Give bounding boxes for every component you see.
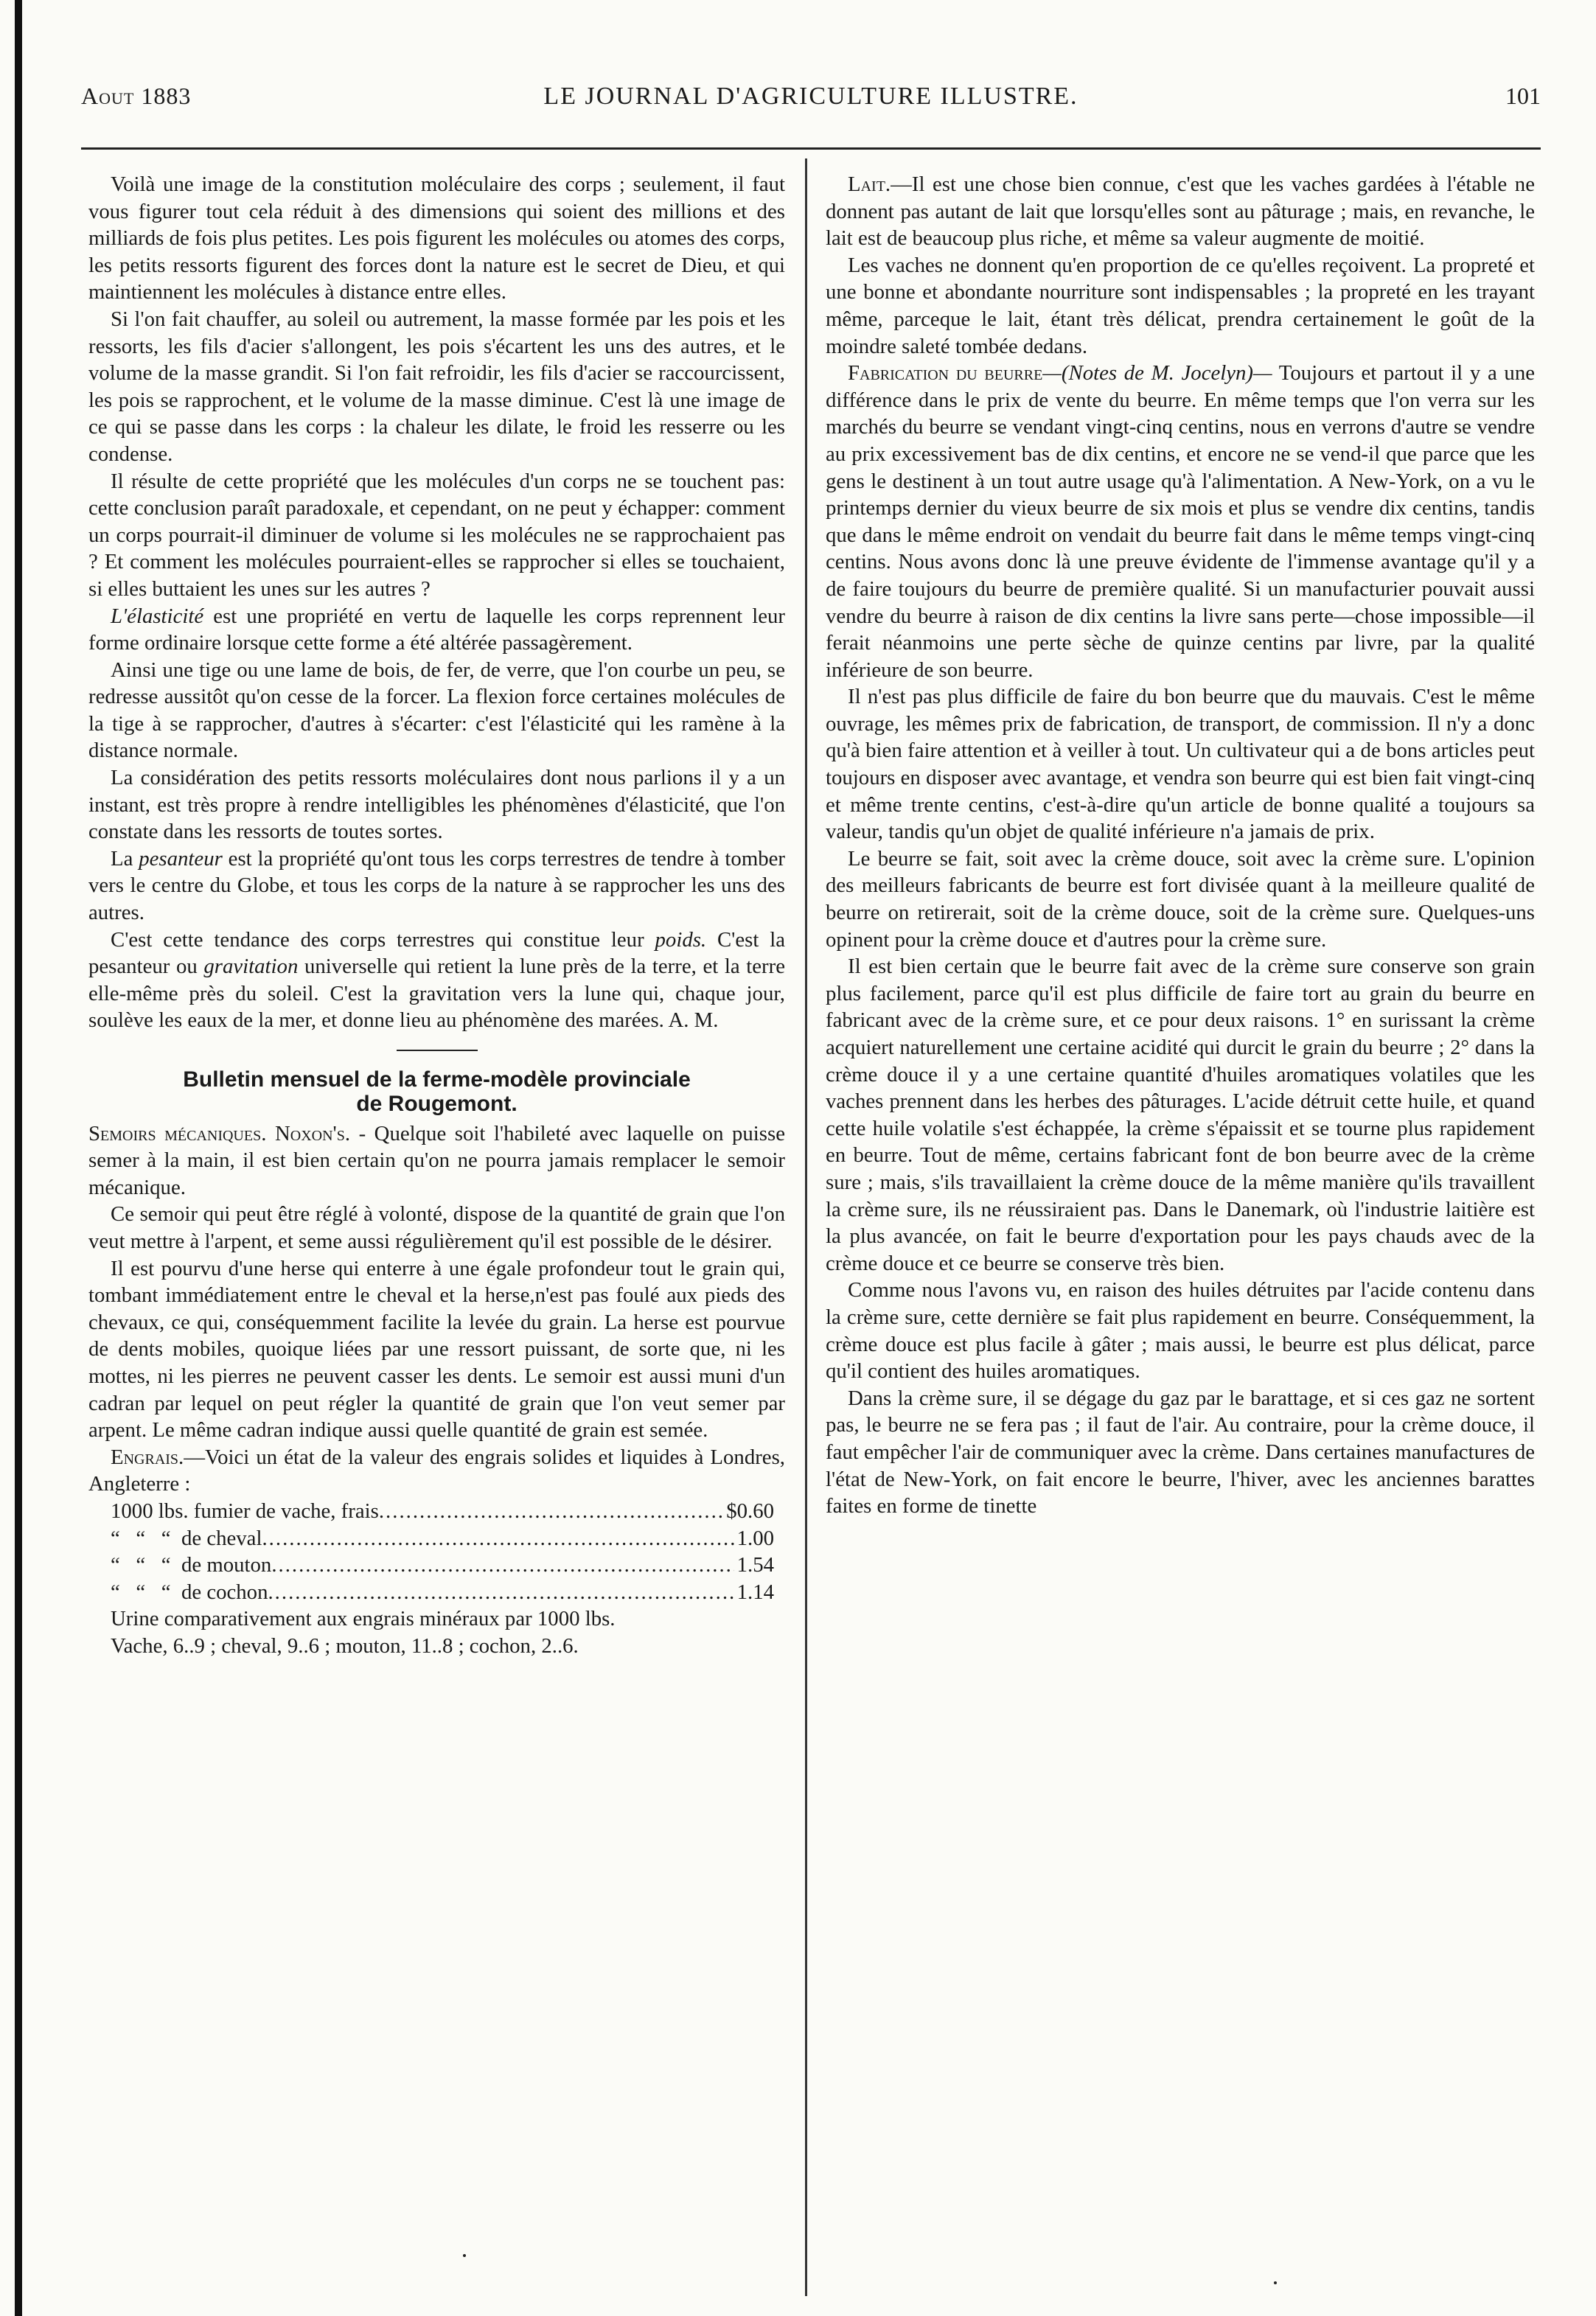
term-poids: poids.	[655, 927, 707, 952]
leader-dots	[262, 1525, 733, 1552]
table-value: $0.60	[726, 1499, 774, 1523]
paragraph: Urine comparativement aux engrais minéraux par 1000 lbs.	[111, 1607, 616, 1631]
paragraph	[88, 1120, 785, 1201]
bulletin-subtitle: de Rougemont.	[356, 1091, 518, 1116]
table-row	[111, 1525, 774, 1552]
paragraph: Vache, 6..9 ; cheval, 9..6 ; mouton, 11..8 ; cochon, 2..6.	[111, 1633, 579, 1658]
binding-edge	[15, 0, 22, 2316]
term-pesanteur: pesanteur	[139, 846, 223, 871]
section-head: Semoirs mécaniques.	[88, 1121, 267, 1145]
section-separator	[88, 1036, 785, 1063]
journal-title: LE JOURNAL D'AGRICULTURE ILLUSTRE.	[543, 83, 1078, 110]
section-head: Engrais.	[111, 1445, 184, 1469]
brand-name: Noxon's.	[274, 1121, 351, 1145]
leader-dots	[271, 1552, 733, 1579]
table-label: “ “ “ de mouton	[111, 1553, 272, 1577]
page-header	[81, 83, 1541, 127]
section-head: Lait.	[848, 172, 891, 196]
paragraph: Il est pourvu d'une herse qui enterre à une égale profondeur tout le grain qui, tombant immédiatement entre le cheval et la herse,n'est pas foulé aux pieds des chevaux, ce qui, conséquemment facilite la levée du grain. La herse est pourvue de dents mobiles, quoique liées par une ressort puissant, de sorte que, ni les mottes, ni les pierres ne peuvent casser les dents. Le semoir est aussi muni d'un cadran par lequel on peut régler la quantité de grain que l'on veut semer par arpent. Le même cadran indique aussi quelle quantité de grain est semée.	[88, 1256, 785, 1443]
paragraph: Il résulte de cette propriété que les molécules d'un corps ne se touchent pas: cette conclusion paraît paradoxale, et cependant, on ne peut y échapper: comment un corps pourrait-il diminuer de volume si les molécules ne se rapprochaient pas ? Et comment les molécules pourraient-elles se rapprocher si elles se touchaient, si elles buttaient les unes sur les autres ?	[88, 469, 785, 601]
leader-dots	[268, 1579, 733, 1606]
paragraph-text: est la propriété qu'ont tous les corps terrestres de tendre à tomber vers le centre du Globe, et tous les corps de la nature à se rapprocher les uns des autres.	[88, 846, 785, 925]
paragraph-text: Toujours et partout il y a une différence dans le prix de vente du beurre. En même temps que l'on verra sur les marchés du beurre se vendant vingt-cinq centins, nous en verrons d'autre se vendre au prix excessivement bas de dix centins, et encore ne se vend-il que parce que les gens le destinent à un tout autre usage qu'à l'alimentation. A New-York, on a vu le printemps dernier du vieux beurre de six mois et plus se vendre dix centins, tandis que dans le même endroit on vendait du beurre fait dans le même temps vingt-cinq centins. Nous avons donc là une preuve évidente de l'immense avantage qu'il y a de faire toujours du beurre de première qualité. Si un manufacturier pouvait aussi vendre du beurre à raison de dix centins la livre sans perte—chose impossible—il ferait néanmoins une perte sèche de quinze centins par livre, par la qualité inférieure de son beurre.	[826, 361, 1536, 682]
paragraph	[88, 845, 785, 927]
print-speck	[1274, 2281, 1277, 2284]
right-column	[826, 171, 1535, 1520]
print-speck	[463, 2254, 466, 2257]
paragraph: Ce semoir qui peut être réglé à volonté, dispose de la quantité de grain que l'on veut mettre à l'arpent, et seme aussi régulièrement qu'il est possible de le désirer.	[88, 1202, 785, 1253]
paragraph-text: La	[111, 846, 139, 871]
table-row	[111, 1552, 774, 1579]
table-label: “ “ “ de cochon	[111, 1580, 268, 1604]
paragraph-text: est une propriété en vertu de laquelle les corps reprennent leur forme ordinaire lorsque cette forme a été altérée passagèrement.	[88, 604, 785, 655]
paragraph: Il est bien certain que le beurre fait avec de la crème sure conserve son grain plus facilement, parce qu'il est plus difficile de faire tort au grain du beurre en fabricant avec de la crème sure, et ce pour deux raisons. 1° en surissant la crème acquiert naturellement une certaine acidité qui durcit le grain du beurre ; 2° dans la crème douce il y a une certaine quantité d'huiles aromatiques volatiles que les vaches prennent dans les herbes des pâturages. L'acide détruit cette huile, et quand cette huile volatile s'est échappée, la crème s'épaissit et se tourne plus rapidement en beurre. Tout de même, certains fabricant font de bon beurre avec de la crème sure ; mais, s'ils travaillaient la crème douce de la même manière qu'ils travaillent la crème sure, ils ne réussiraient pas. Dans le Danemark, où l'industrie laitière est la plus avancée, on fait le beurre d'exportation pour les pays chauds avec de la crème douce et ce beurre se conserve très bien.	[826, 955, 1535, 1275]
page-number: 101	[1505, 83, 1541, 109]
paragraph-text: universelle qui retient la lune près de la terre, et la terre elle-même près du soleil. C'est la gravitation vers la lune qui, chaque jour, soulève les eaux de la mer, et donne lieu au phénomène des marées. A. M.	[88, 955, 785, 1033]
term-gravitation: gravitation	[203, 955, 299, 979]
paragraph-text: —Voici un état de la valeur des engrais solides et liquides à Londres, Angleterre :	[88, 1445, 785, 1496]
paragraph: Les vaches ne donnent qu'en proportion de ce qu'elles reçoivent. La propreté et une bonne et abondante nourriture sont indispensables ; la propreté en les trayant même, parceque le lait, étant très délicat, prendra certainement le goût de la moindre saleté tombée dedans.	[826, 253, 1535, 358]
table-row	[111, 1498, 774, 1525]
manure-price-table	[111, 1498, 774, 1605]
paragraph-text: C'est la pesanteur ou	[88, 927, 785, 979]
leader-dots	[379, 1498, 723, 1525]
paragraph	[88, 603, 785, 657]
table-value: 1.54	[736, 1553, 774, 1577]
bulletin-title: Bulletin mensuel de la ferme-modèle provinciale	[183, 1067, 691, 1092]
paragraph: Le beurre se fait, soit avec la crème douce, soit avec la crème sure. L'opinion des meilleurs fabricants de beurre est fort divisée quant à la meilleure qualité de beurre on retirerait, soit de la crème douce, soit de la crème sure. Quelques-uns opinent pour la crème douce et d'autres pour la crème sure.	[826, 846, 1535, 952]
table-label: 1000 lbs. fumier de vache, frais	[111, 1499, 379, 1523]
term-elasticite: L'élasticité	[111, 604, 204, 628]
bulletin-heading	[88, 1067, 785, 1116]
paragraph	[88, 927, 785, 1034]
section-head: Fabrication du beurre	[848, 361, 1043, 386]
paragraph: Voilà une image de la constitution moléculaire des corps ; seulement, il faut vous figurer tout cela réduit à des dimensions qui soient des millions et des milliards de fois plus petites. Les pois figurent les molécules ou atomes des corps, les petits ressorts figurent des forces dont la nature est le secret de Dieu, et qui maintiennent les molécules à distance entre elles.	[88, 172, 785, 304]
author-note: —(Notes de M. Jocelyn)—	[1042, 361, 1272, 386]
paragraph	[826, 171, 1535, 252]
paragraph-text: - Quelque soit l'habileté avec laquelle on puisse semer à la main, il est bien certain qu'on ne pourra jamais remplacer le semoir mécanique.	[88, 1121, 785, 1199]
paragraph: Comme nous l'avons vu, en raison des huiles détruites par l'acide contenu dans la crème sure, cette dernière se fait plus rapidement en beurre. Conséquemment, la crème douce est plus facile à gâter ; mais aussi, le beurre est plus délicat, parce qu'il contient des huiles aromatiques.	[826, 1278, 1535, 1384]
table-value: 1.00	[736, 1526, 774, 1550]
table-value: 1.14	[736, 1580, 774, 1604]
header-rule	[81, 147, 1541, 150]
paragraph	[88, 1444, 785, 1498]
table-row	[111, 1579, 774, 1606]
left-column	[88, 171, 785, 1659]
paragraph: Ainsi une tige ou une lame de bois, de fer, de verre, que l'on courbe un peu, se redresse aussitôt qu'on cesse de la forcer. La flexion force certaines molécules de la tige à se rapprocher, d'autres à s'écarter: c'est l'élasticité qui les ramène à la distance normale.	[88, 658, 785, 763]
paragraph-text: —Il est une chose bien connue, c'est que les vaches gardées à l'étable ne donnent pas autant de lait que lorsqu'elles sont au pâturage ; mais, en revanche, le lait est de beaucoup plus riche, et même sa valeur augmente de moitié.	[826, 172, 1535, 251]
column-divider	[805, 158, 807, 2296]
paragraph: La considération des petits ressorts moléculaires dont nous parlions il y a un instant, est très propre à rendre intelligibles les phénomènes d'élasticité, que l'on constate dans les ressorts de toutes sortes.	[88, 766, 785, 844]
table-label: “ “ “ de cheval	[111, 1526, 262, 1550]
issue-date: Aout 1883	[81, 83, 192, 109]
paragraph	[826, 360, 1535, 683]
paragraph: Il n'est pas plus difficile de faire du bon beurre que du mauvais. C'est le même ouvrage, les mêmes prix de fabrication, de transport, de commission. Il n'y a donc qu'à bien faire attention et à veiller à tout. Un cultivateur qui a de bons articles peut toujours en disposer avec avantage, et vendra son beurre qui est bien fait vingt-cinq et même trente centins, c'est-à-dire qu'un article de bonne qualité a toujours sa valeur, tandis qu'un objet de qualité inférieure n'a jamais de prix.	[826, 685, 1535, 844]
paragraph: Si l'on fait chauffer, au soleil ou autrement, la masse formée par les pois et les ressorts, les fils d'acier s'allongent, les pois s'écartent les uns des autres, et le volume de la masse grandit. Si l'on fait refroidir, les fils d'acier se raccourcissent, les pois se rapprochent, et le volume de la masse diminue. C'est là une image de ce qui se passe dans les corps : la chaleur les dilate, le froid les resserre ou les condense.	[88, 307, 785, 466]
paragraph: Dans la crème sure, il se dégage du gaz par le barattage, et si ces gaz ne sortent pas, le beurre ne se fera pas ; il faut de l'air. Au contraire, pour la crème douce, il faut empêcher l'air de communiquer avec la crème. Dans certaines manufactures de l'état de New-York, on fait encore le beurre, l'hiver, avec les anciennes barattes faites en forme de tinette	[826, 1386, 1535, 1518]
paragraph-text: C'est cette tendance des corps terrestres qui constitue leur	[111, 927, 655, 952]
